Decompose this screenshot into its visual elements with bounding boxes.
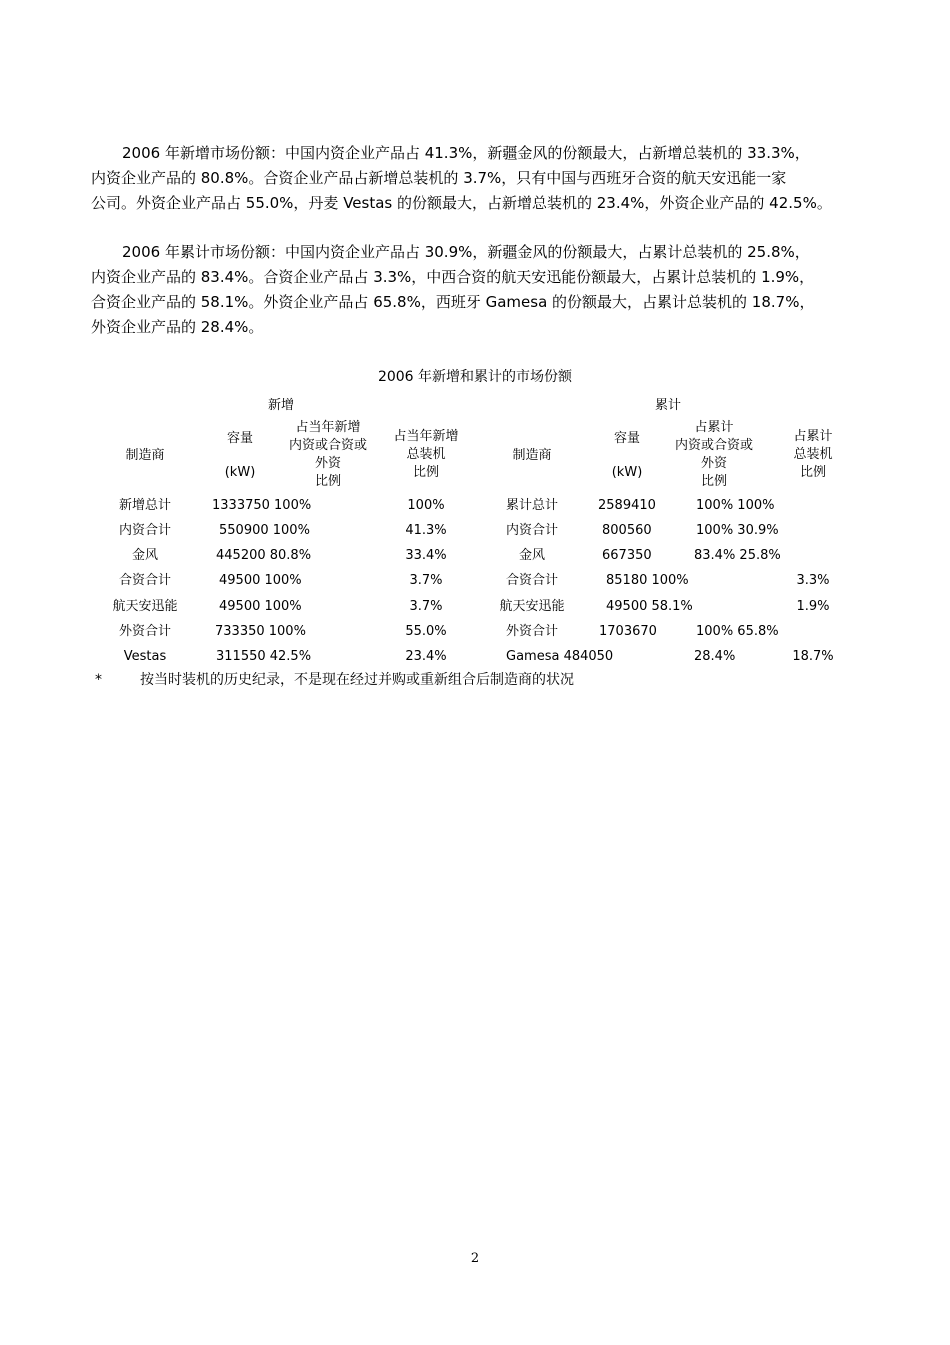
paragraph-line: 内资企业产品的 80.8%。合资企业产品占新增总装机的 3.7%，只有中国与西班牙合资的航天安迅能一家 [91, 169, 787, 187]
header-unit: (kW) [224, 465, 256, 480]
cell-cumulative-total-share: 3.3% [796, 573, 830, 588]
cell-maker: 金风 [131, 548, 158, 563]
cell-maker-cumulative: 航天安迅能 [499, 599, 565, 614]
cell-capacity-cumulative: 1703670 [599, 624, 657, 639]
paragraph-line: 外资企业产品的 28.4%。 [91, 318, 264, 336]
cell-new-total-share: 41.3% [405, 523, 447, 538]
cell-capacity-ratio: 733350 100% [215, 624, 306, 639]
cell-capacity-cumulative: 667350 [602, 548, 652, 563]
cell-maker: 新增总计 [118, 498, 171, 513]
cell-maker: 航天安迅能 [112, 599, 178, 614]
cell-cumulative-shares: 100% 100% [696, 498, 775, 513]
cell-cumulative-shares: 28.4% [694, 649, 736, 664]
cell-maker: Vestas [123, 649, 167, 664]
paragraph-cumulative-share [91, 240, 863, 340]
cell-capacity-ratio: 49500 100% [219, 573, 302, 588]
cell-capacity-ratio: 550900 100% [219, 523, 310, 538]
cell-capacity-ratio: 49500 100% [219, 599, 302, 614]
paragraph-line: 公司。外资企业产品占 55.0%，丹麦 Vestas 的份额最大，占新增总装机的 23.4%，外资企业产品的 42.5%。 [91, 194, 832, 212]
cell-cumulative-total-share: 1.9% [796, 599, 830, 614]
cell-maker-cumulative: 合资合计 [505, 573, 558, 588]
cell-capacity-cumulative: 85180 100% [606, 573, 689, 588]
cell-capacity-ratio: 1333750 100% [212, 498, 312, 513]
cell-cumulative-total-share: 18.7% [792, 649, 834, 664]
cell-capacity-cumulative: 800560 [602, 523, 652, 538]
cell-maker-cumulative: 内资合计 [505, 523, 558, 538]
header-cumulative-total-share: 占累计 总装机 比例 [793, 429, 833, 480]
header-capacity-cumulative: 容量 [613, 431, 640, 446]
cell-maker-cumulative: Gamesa 484050 [506, 649, 614, 664]
header-maker-cumulative: 制造商 [512, 448, 552, 463]
cell-new-total-share: 3.7% [409, 599, 443, 614]
cell-cumulative-shares: 83.4% 25.8% [694, 548, 781, 563]
header-unit-cumulative: (kW) [611, 465, 643, 480]
cell-new-total-share: 33.4% [405, 548, 447, 563]
cell-cumulative-shares: 100% 65.8% [696, 624, 779, 639]
cell-maker: 合资合计 [118, 573, 171, 588]
cell-maker-cumulative: 外资合计 [505, 624, 558, 639]
cell-capacity-cumulative: 2589410 [598, 498, 656, 513]
header-maker: 制造商 [125, 448, 165, 463]
cell-cumulative-shares: 100% 30.9% [696, 523, 779, 538]
header-cumulative-group-share: 占累计 内资或合资或 外资 比例 [674, 420, 753, 489]
cell-maker: 外资合计 [118, 624, 171, 639]
cell-capacity-ratio: 445200 80.8% [216, 548, 312, 563]
page-number: 2 [470, 1251, 480, 1266]
paragraph-line: 2006 年新增市场份额：中国内资企业产品占 41.3%，新疆金风的份额最大，占新增总装机的 33.3%， [122, 144, 810, 162]
paragraph-line: 合资企业产品的 58.1%。外资企业产品占 65.8%，西班牙 Gamesa 的份额最大，占累计总装机的 18.7%， [91, 293, 815, 311]
table-caption: 2006 年新增和累计的市场份额 [377, 369, 573, 385]
group-header-new: 新增 [267, 398, 294, 413]
header-new-group-share: 占当年新增 内资或合资或 外资 比例 [288, 420, 367, 489]
header-new-total-share: 占当年新增 总装机 比例 [393, 429, 459, 480]
cell-maker: 内资合计 [118, 523, 171, 538]
cell-new-total-share: 3.7% [409, 573, 443, 588]
header-capacity: 容量 [226, 431, 253, 446]
cell-capacity-ratio: 311550 42.5% [216, 649, 312, 664]
group-header-cumulative: 累计 [654, 398, 681, 413]
cell-capacity-cumulative: 49500 58.1% [606, 599, 693, 614]
footnote-mark: * [95, 672, 102, 688]
cell-new-total-share: 23.4% [405, 649, 447, 664]
footnote-text: 按当时装机的历史纪录，不是现在经过并购或重新组合后制造商的状况 [140, 672, 574, 688]
paragraph-new-share [91, 141, 863, 216]
cell-new-total-share: 55.0% [405, 624, 447, 639]
cell-new-total-share: 100% [407, 498, 445, 513]
cell-maker-cumulative: 金风 [518, 548, 545, 563]
cell-maker-cumulative: 累计总计 [505, 498, 558, 513]
paragraph-line: 内资企业产品的 83.4%。合资企业产品占 3.3%，中西合资的航天安迅能份额最大，占累计总装机的 1.9%， [91, 268, 815, 286]
paragraph-line: 2006 年累计市场份额：中国内资企业产品占 30.9%，新疆金风的份额最大，占累计总装机的 25.8%， [122, 243, 810, 261]
